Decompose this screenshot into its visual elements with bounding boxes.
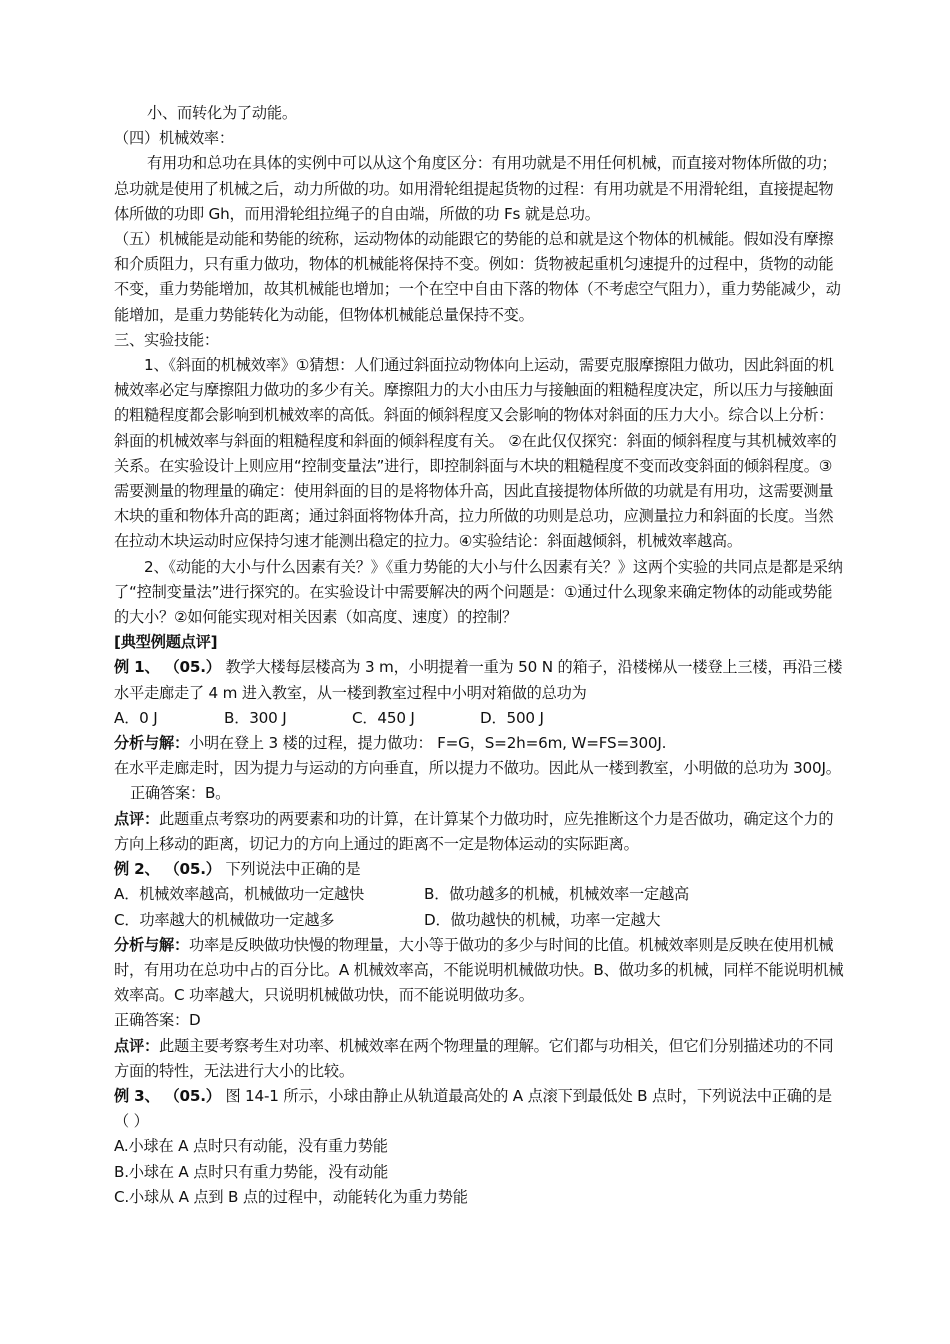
example-1-text: 教学大楼每层楼高为 3 m，小明提着一重为 50 N 的箱子，沿楼梯从一楼登上三楼，再沿三楼水平走廊走了 4 m 进入教室，从一楼到教室过程中小明对箱做的总功为 xyxy=(114,658,843,702)
comment-text: 此题重点考察功的两要素和功的计算，在计算某个力做功时，应先推断这个力是否做功，确定这个力的方向上移动的距离，切记力的方向上通过的距离不一定是物体运动的实际距离。 xyxy=(114,809,834,853)
comment-label: 点评： xyxy=(114,809,159,828)
analysis-label: 分析与解： xyxy=(114,935,189,954)
option-a: A．0 J xyxy=(114,708,158,727)
example-3-label: 例 3、 （05.） xyxy=(114,1086,221,1105)
option-b: B．做功越多的机械，机械效率一定越高 xyxy=(424,885,690,904)
example-2-question xyxy=(114,857,844,882)
comment-label: 点评： xyxy=(114,1036,159,1055)
analysis-label: 分析与解： xyxy=(114,734,189,753)
option-b: B．300 J xyxy=(224,708,287,727)
example-2-options-row1 xyxy=(114,882,844,907)
example-2-options-row2 xyxy=(114,908,844,933)
paragraph: 2、《动能的大小与什么因素有关？》《重力势能的大小与什么因素有关？》这两个实验的共同点是都是采纳了“控制变量法”进行探究的。在实验设计中需要解决的两个问题是：①通过什么现象来确定物体的动能或势能的大小？②如何能实现对相关因素（如高度、速度）的控制？ xyxy=(114,557,843,627)
example-2-answer: 正确答案：D xyxy=(114,1011,201,1030)
example-1-options xyxy=(114,706,844,731)
option-b: B.小球在 A 点时只有重力势能，没有动能 xyxy=(114,1162,389,1181)
option-d: D．500 J xyxy=(480,708,544,727)
example-2-label: 例 2、 （05.） xyxy=(114,860,221,879)
option-d: D．做功越快的机械，功率一定越大 xyxy=(424,910,661,929)
example-2-text: 下列说法中正确的是 xyxy=(225,860,361,879)
example-3-question xyxy=(114,1084,844,1134)
example-1-label: 例 1、 （05.） xyxy=(114,658,221,677)
option-a: A.小球在 A 点时只有动能，没有重力势能 xyxy=(114,1137,388,1156)
option-c: C．450 J xyxy=(352,708,415,727)
example-2-analysis xyxy=(114,933,844,1009)
paragraph: 有用功和总功在具体的实例中可以从这个角度区分：有用功就是不用任何机械，而直接对物体所做的功；总功就是使用了机械之后，动力所做的功。如用滑轮组提起货物的过程：有用功就是不用滑轮组，直接提起物体所做的功即 Gh，而用滑轮组拉绳子的自由端，所做的功 Fs 就是总功。 xyxy=(114,154,837,223)
document-body xyxy=(114,101,844,1210)
paragraph: 1、《斜面的机械效率》①猜想：人们通过斜面拉动物体向上运动，需要克服摩擦阻力做功，因此斜面的机械效率必定与摩擦阻力做功的多少有关。摩擦阻力的大小由压力与接触面的粗糙程度决定，所以压力与接触面的粗糙程度都会影响到机械效率的高低。斜面的倾斜程度又会影响的物体对斜面的压力大小。综合以上分析：斜面的机械效率与斜面的粗糙程度和斜面的倾斜程度有关。 ②在此仅仅探究：斜面的倾斜程度与其机械效率的关系。在实验设计上则应用“控制变量法”进行，即控制斜面与木块的粗糙程度不变而改变斜面的倾斜程度。③需要测量的物理量的确定：使用斜面的目的是将物体升高，因此直接提物体所做的功就是有用功，这需要测量木块的重和物体升高的距离；通过斜面将物体升高，拉力所做的功则是总功，应测量拉力和斜面的长度。当然在拉动木块运动时应保持匀速才能测出稳定的拉力。④实验结论：斜面越倾斜，机械效率越高。 xyxy=(114,356,837,551)
option-a: A．机械效率越高，机械做功一定越快 xyxy=(114,885,364,904)
paragraph: 小、而转化为了动能。 xyxy=(147,104,297,122)
subheading-efficiency: （四）机械效率： xyxy=(114,129,234,148)
section-heading-examples: [典型例题点评] xyxy=(114,633,218,652)
option-c: C.小球从 A 点到 B 点的过程中，动能转化为重力势能 xyxy=(114,1187,468,1206)
example-1-question xyxy=(114,655,844,705)
analysis-text: 功率是反映做功快慢的物理量，大小等于做功的多少与时间的比值。机械效率则是反映在使用机械时，有用功在总功中占的百分比。A 机械效率高，不能说明机械做功快。B、做功多的机械，同样不能说明机械效率高。C 功率越大，只说明机械做功快，而不能说明做功多。 xyxy=(114,935,844,1005)
example-1-answer: 正确答案：B。 xyxy=(130,784,231,803)
paragraph: （五）机械能是动能和势能的统称，运动物体的动能跟它的势能的总和就是这个物体的机械能。假如没有摩擦和介质阻力，只有重力做功，物体的机械能将保持不变。例如：货物被起重机匀速提升的过程中，货物的动能不变，重力势能增加，故其机械能也增加；一个在空中自由下落的物体（不考虑空气阻力），重力势能减少，动能增加，是重力势能转化为动能，但物体机械能总量保持不变。 xyxy=(114,230,841,324)
example-1-comment xyxy=(114,807,844,857)
example-2-comment xyxy=(114,1034,844,1084)
option-c: C．功率越大的机械做功一定越多 xyxy=(114,910,335,929)
analysis-text: 小明在登上 3 楼的过程，提力做功： F=G，S=2h=6m, W=FS=300J. xyxy=(188,734,667,753)
example-1-analysis xyxy=(114,731,844,756)
example-1-analysis-cont: 在水平走廊走时，因为提力与运动的方向垂直，所以提力不做功。因此从一楼到教室，小明做的总功为 300J。 xyxy=(114,759,841,778)
section-heading-experiments: 三、实验技能： xyxy=(114,330,219,349)
comment-text: 此题主要考察考生对功率、机械效率在两个物理量的理解。它们都与功相关，但它们分别描述功的不同方面的特性，无法进行大小的比较。 xyxy=(114,1036,834,1080)
example-3-text: 图 14-1 所示，小球由静止从轨道最高处的 A 点滚下到最低处 B 点时，下列说法中正确的是（ ） xyxy=(114,1086,832,1131)
